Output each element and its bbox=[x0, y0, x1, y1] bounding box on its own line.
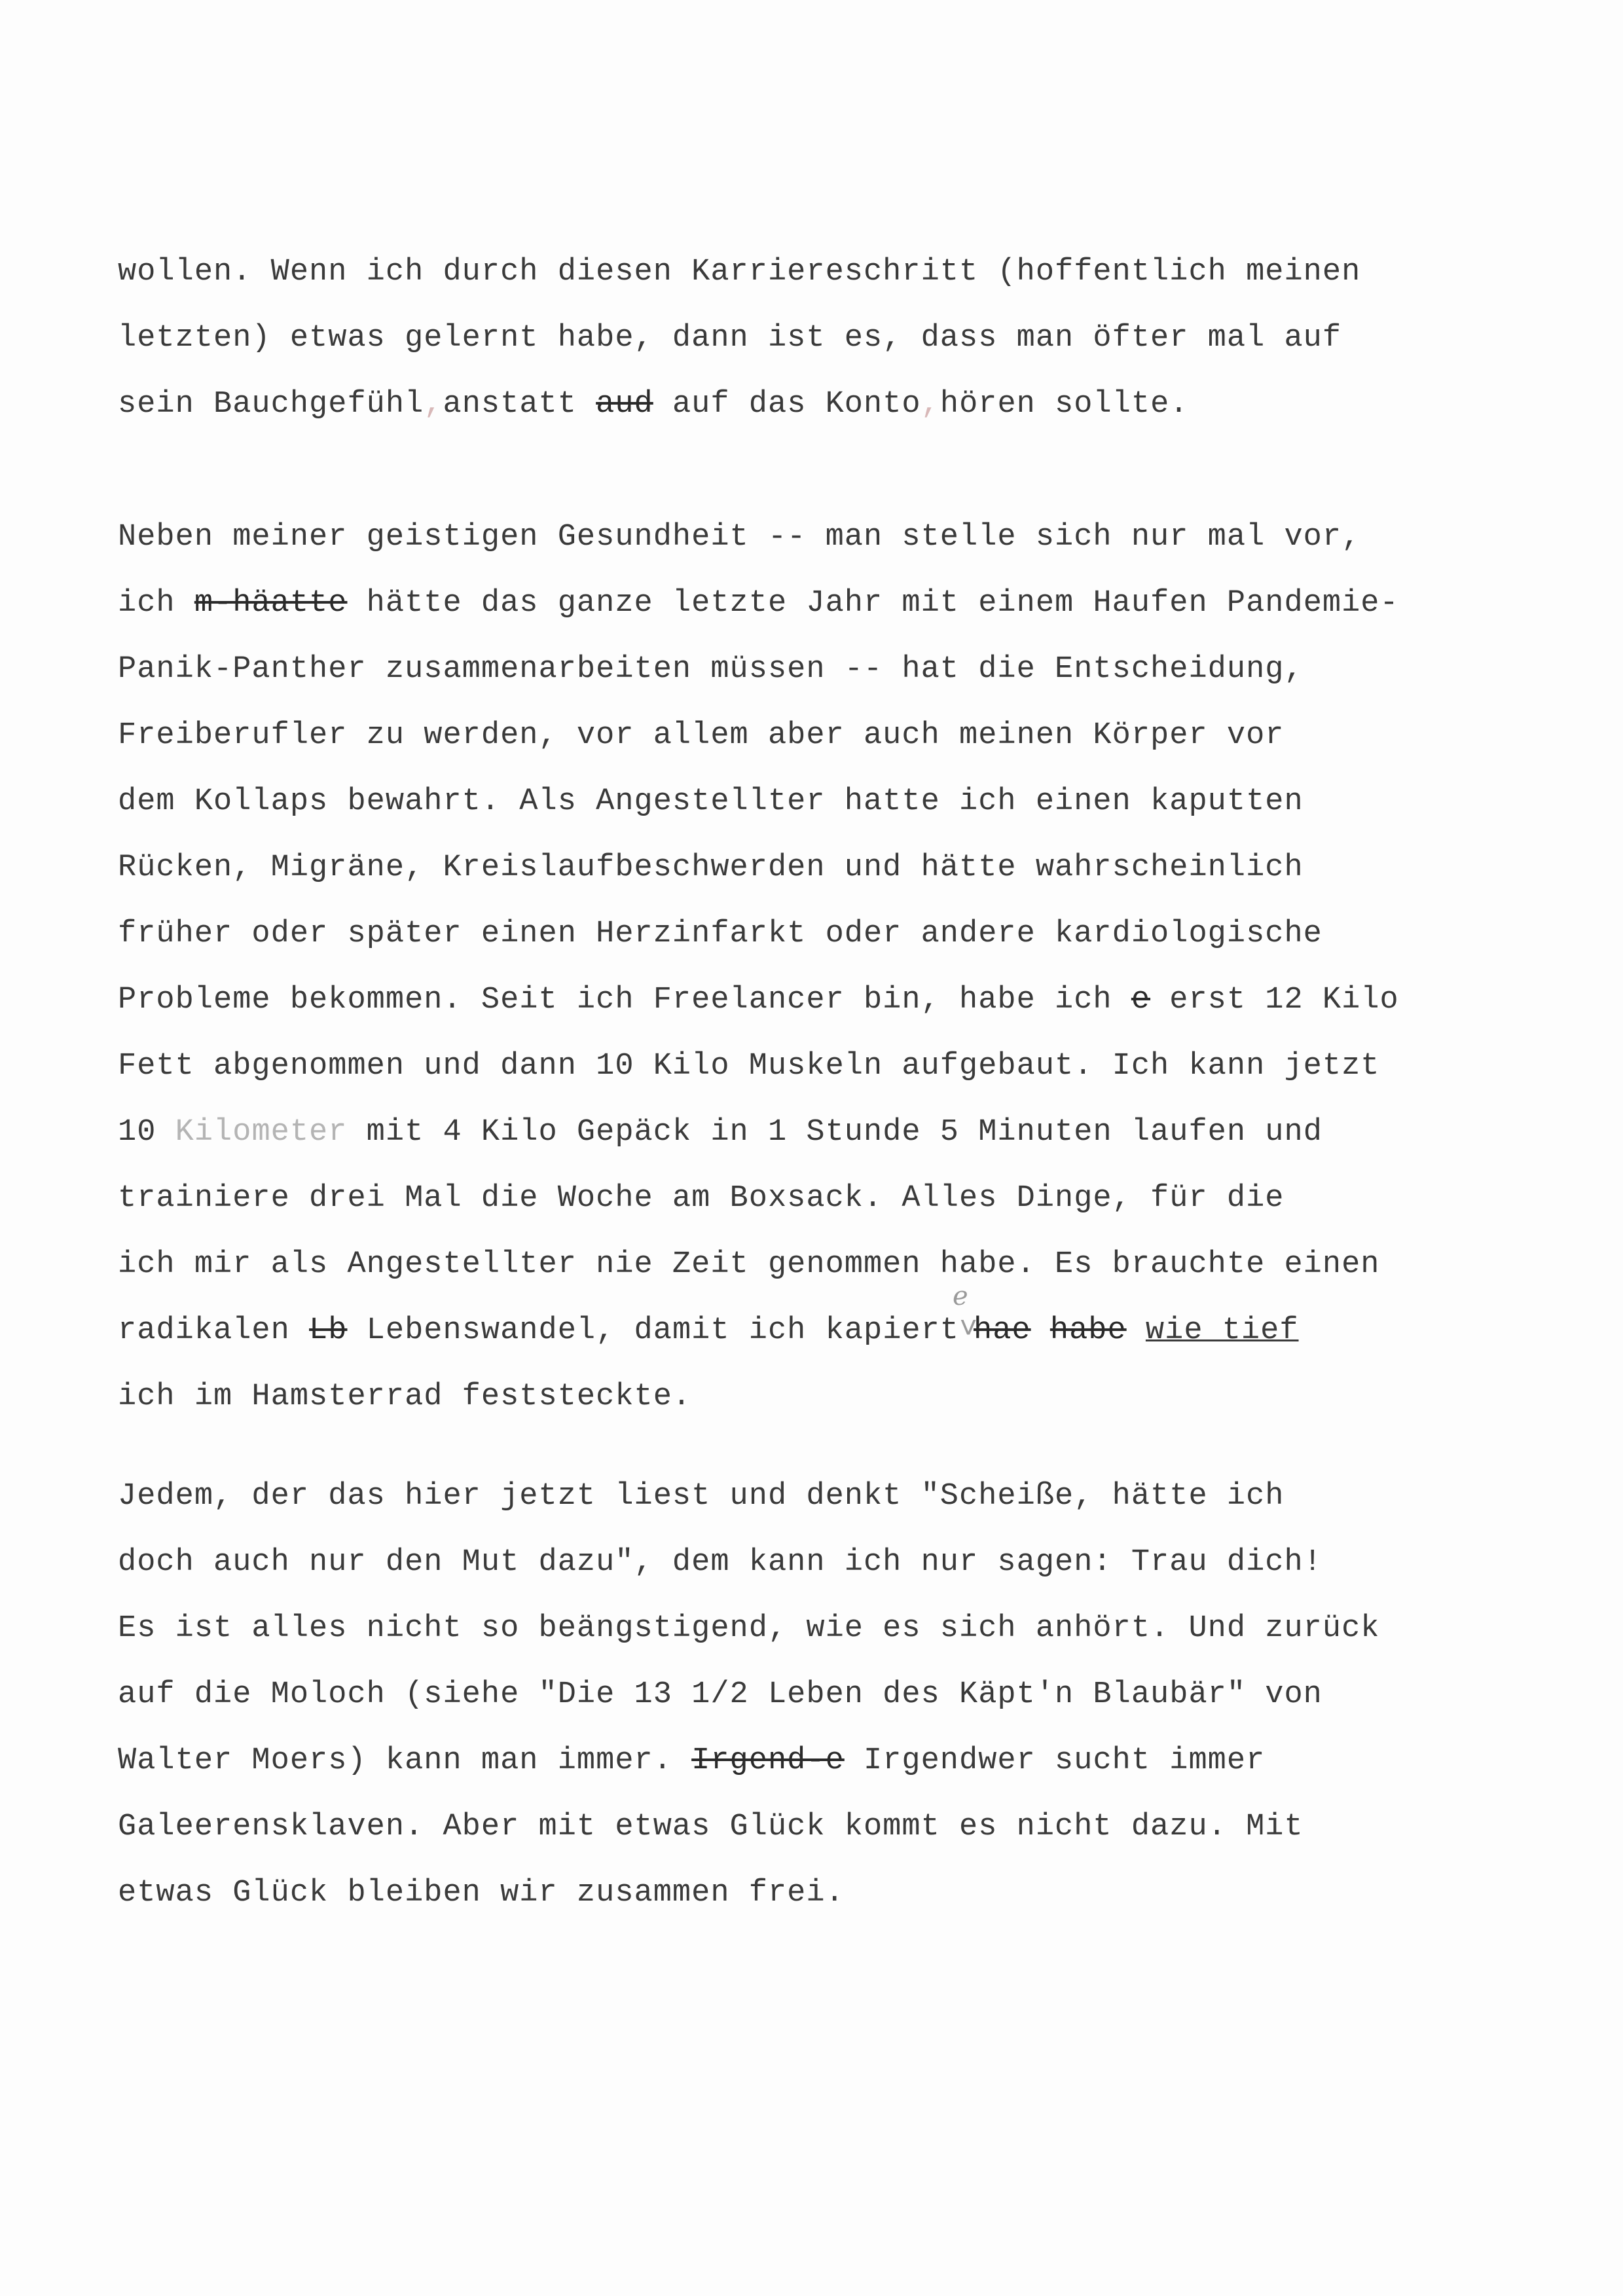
text-line: etwas Glück bleiben wir zusammen frei. bbox=[118, 1876, 845, 1910]
text-segment: sein Bauchgefühl bbox=[118, 387, 424, 422]
text-line: Galeerensklaven. Aber mit etwas Glück kommt es nicht dazu. Mit bbox=[118, 1810, 1304, 1844]
text-segment: Walter Moers) kann man immer. bbox=[118, 1743, 692, 1778]
text-segment: Irgendwer sucht immer bbox=[844, 1743, 1266, 1778]
text-segment: 10 bbox=[118, 1115, 175, 1150]
text-line: Fett abgenommen und dann 10 Kilo Muskeln aufgebaut. Ich kann jetzt bbox=[118, 1049, 1380, 1084]
insertion-caret: ˅ e bbox=[959, 1298, 974, 1364]
struck-out-text: m-häatte bbox=[194, 586, 348, 621]
text-line: dem Kollaps bewahrt. Als Angestellter hatte ich einen kaputten bbox=[118, 784, 1304, 819]
text-line: Freiberufler zu werden, vor allem aber auch meinen Körper vor bbox=[118, 718, 1285, 753]
text-segment bbox=[1127, 1313, 1146, 1348]
struck-out-text: habe bbox=[1049, 1313, 1127, 1348]
text-segment: Probleme bekommen. Seit ich Freelancer bin, habe ich bbox=[118, 983, 1131, 1017]
text-line: Rücken, Migräne, Kreislaufbeschwerden und hätte wahrscheinlich bbox=[118, 850, 1304, 885]
paragraph-1 bbox=[118, 239, 1525, 437]
text-line-edited bbox=[118, 570, 1525, 636]
paragraph-3 bbox=[118, 1463, 1525, 1926]
text-segment: erst 12 Kilo bbox=[1150, 983, 1399, 1017]
inserted-comma: , bbox=[424, 387, 443, 422]
text-line: letzten) etwas gelernt habe, dann ist es, dass man öfter mal auf bbox=[118, 321, 1342, 355]
struck-out-text: Lb bbox=[309, 1313, 348, 1348]
text-line: ich mir als Angestellter nie Zeit genommen habe. Es brauchte einen bbox=[118, 1247, 1380, 1282]
text-line: Jedem, der das hier jetzt liest und denkt "Scheiße, hätte ich bbox=[118, 1479, 1285, 1514]
text-segment: ich bbox=[118, 586, 194, 621]
text-line-edited bbox=[118, 1728, 1525, 1794]
underlined-text: wie tief bbox=[1145, 1313, 1299, 1348]
inserted-comma: , bbox=[921, 387, 940, 422]
text-segment: mit 4 Kilo Gepäck in 1 Stunde 5 Minuten laufen und bbox=[347, 1115, 1322, 1150]
text-line: doch auch nur den Mut dazu", dem kann ich nur sagen: Trau dich! bbox=[118, 1545, 1322, 1580]
text-segment: radikalen bbox=[118, 1313, 310, 1348]
handwritten-insertion: e bbox=[953, 1281, 969, 1311]
paragraph-2 bbox=[118, 504, 1525, 1430]
text-line: auf die Moloch (siehe "Die 13 1/2 Leben des Käpt'n Blaubär" von bbox=[118, 1677, 1322, 1712]
text-segment: Lebenswandel, damit ich kapiert bbox=[347, 1313, 960, 1348]
text-line: wollen. Wenn ich durch diesen Karriereschritt (hoffentlich meinen bbox=[118, 255, 1361, 289]
text-line-edited bbox=[118, 1099, 1525, 1165]
text-segment: hätte das ganze letzte Jahr mit einem Haufen Pandemie- bbox=[347, 586, 1399, 621]
struck-out-text: aud bbox=[596, 387, 653, 422]
struck-out-text: Irgend-e bbox=[691, 1743, 845, 1778]
text-line: Es ist alles nicht so beängstigend, wie es sich anhört. Und zurück bbox=[118, 1611, 1380, 1646]
text-line-edited bbox=[118, 967, 1525, 1033]
text-line: trainiere drei Mal die Woche am Boxsack. Alles Dinge, für die bbox=[118, 1181, 1285, 1216]
text-segment: hören sollte. bbox=[939, 387, 1189, 422]
faint-text: Kilometer bbox=[175, 1115, 348, 1150]
text-segment: anstatt bbox=[443, 387, 596, 422]
text-line: ich im Hamsterrad feststeckte. bbox=[118, 1379, 692, 1414]
text-segment bbox=[1031, 1313, 1050, 1348]
text-line-edited bbox=[118, 371, 1525, 437]
text-line-edited bbox=[118, 1281, 1525, 1364]
text-segment: auf das Konto bbox=[653, 387, 921, 422]
text-line: Panik-Panther zusammenarbeiten müssen -- hat die Entscheidung, bbox=[118, 652, 1304, 687]
struck-out-text: hae bbox=[974, 1313, 1031, 1348]
text-line: Neben meiner geistigen Gesundheit -- man stelle sich nur mal vor, bbox=[118, 520, 1361, 555]
struck-out-text: e bbox=[1131, 983, 1151, 1017]
text-line: früher oder später einen Herzinfarkt oder andere kardiologische bbox=[118, 917, 1322, 951]
